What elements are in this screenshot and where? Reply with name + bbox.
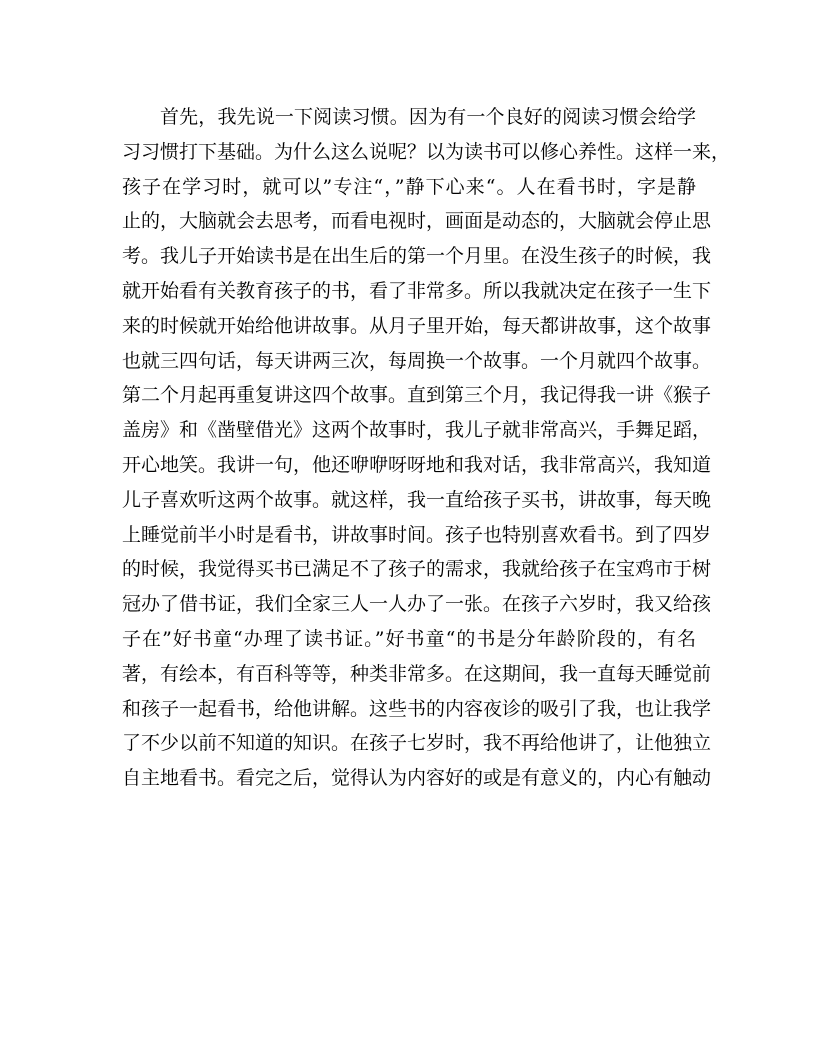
text-line: 考。我儿子开始读书是在出生后的第一个月里。在没生孩子的时候，我 [122,245,712,267]
text-line: 了不少以前不知道的知识。在孩子七岁时，我不再给他讲了，让他独立 [122,732,712,754]
text-line: 开心地笑。我讲一句，他还咿咿呀呀地和我对话，我非常高兴，我知道 [122,454,712,476]
text-line: 冠办了借书证，我们全家三人一人办了一张。在孩子六岁时，我又给孩 [122,593,712,615]
text-line: 来的时候就开始给他讲故事。从月子里开始，每天都讲故事，这个故事 [122,315,712,337]
text-line: 上睡觉前半小时是看书，讲故事时间。孩子也特别喜欢看书。到了四岁 [122,524,712,546]
text-line: 习习惯打下基础。为什么这么说呢？以为读书可以修心养性。这样一来， [122,141,731,163]
text-line: 盖房》和《凿壁借光》这两个故事时，我儿子就非常高兴，手舞足蹈， [122,419,712,441]
text-line: 首先，我先说一下阅读习惯。因为有一个良好的阅读习惯会给学 [160,106,696,128]
text-line: 的时候，我觉得买书已满足不了孩子的需求，我就给孩子在宝鸡市于树 [122,558,712,580]
text-line: 子在”好书童“办理了读书证。”好书童“的书是分年龄阶段的，有名 [122,628,696,650]
text-line: 就开始看有关教育孩子的书，看了非常多。所以我就决定在孩子一生下 [122,280,712,302]
text-line: 儿子喜欢听这两个故事。就这样，我一直给孩子买书，讲故事，每天晚 [122,489,712,511]
text-line: 第二个月起再重复讲这四个故事。直到第三个月，我记得我一讲《猴子 [122,384,712,406]
text-line: 自主地看书。看完之后，觉得认为内容好的或是有意义的，内心有触动 [122,767,712,789]
text-line: 止的，大脑就会去思考，而看电视时，画面是动态的，大脑就会停止思 [122,210,712,232]
text-line: 也就三四句话，每天讲两三次，每周换一个故事。一个月就四个故事。 [122,350,712,372]
text-line: 孩子在学习时，就可以”专注“，”静下心来“。人在看书时，字是静 [122,176,696,198]
text-line: 和孩子一起看书，给他讲解。这些书的内容夜诊的吸引了我，也让我学 [122,698,712,720]
text-line: 著，有绘本，有百科等等，种类非常多。在这期间，我一直每天睡觉前 [122,663,712,685]
